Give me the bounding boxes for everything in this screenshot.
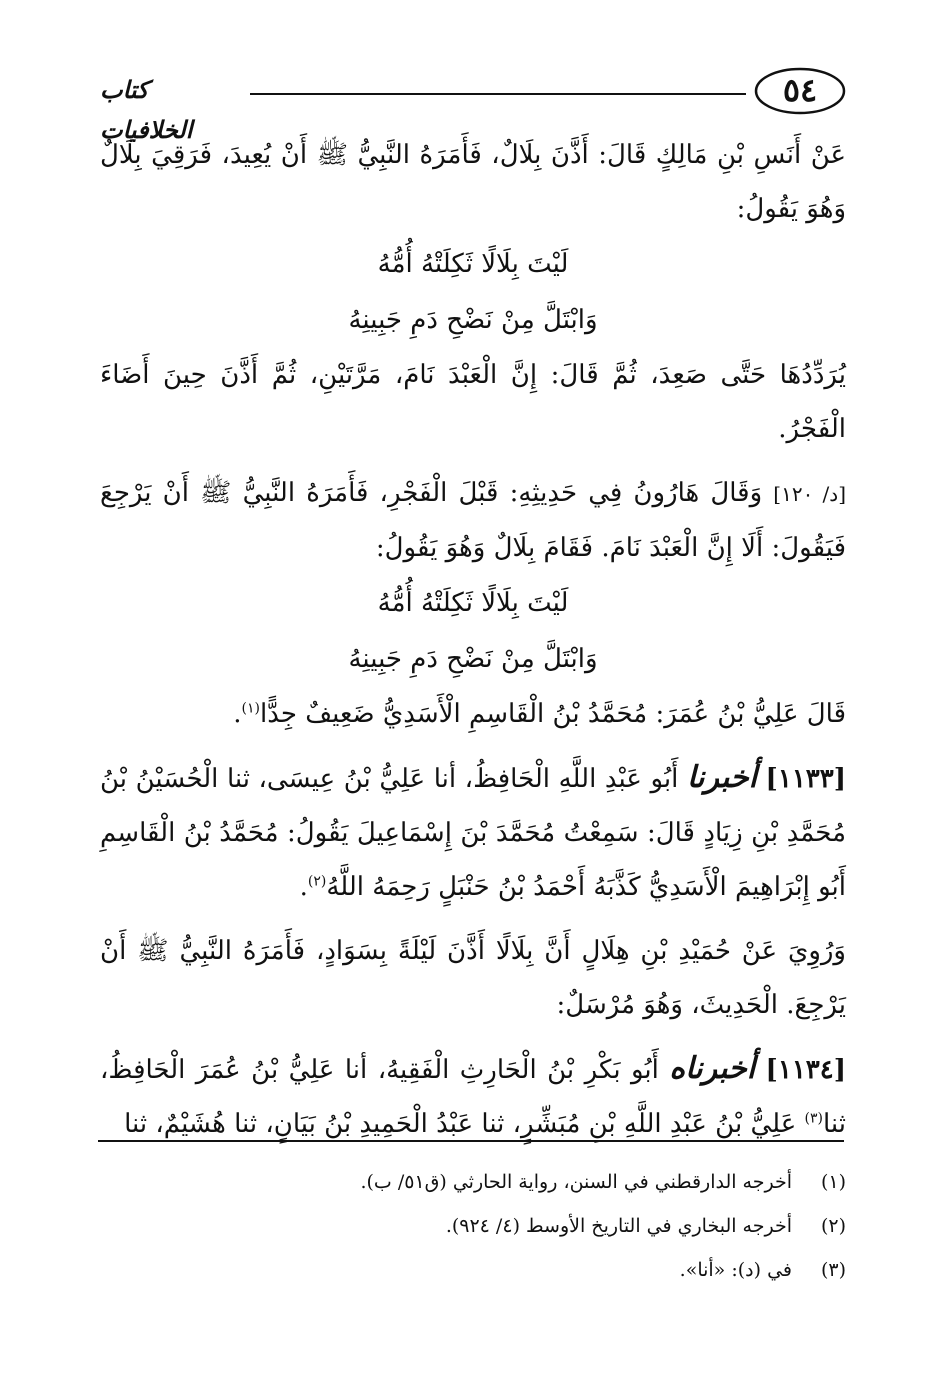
footnote-number: (١)	[820, 1171, 846, 1193]
paragraph-3	[100, 466, 846, 575]
book-title: كتاب الخلافيات	[100, 75, 193, 144]
footnote-1	[100, 1160, 846, 1204]
poem-1-line-1: لَيْتَ بِلَالًا ثَكِلَتْهُ أُمُّهُ	[377, 249, 569, 279]
hadith-number: [١١٣٣]	[765, 764, 847, 794]
main-text	[100, 128, 846, 1151]
page-number-badge	[754, 66, 846, 116]
hadith-1133-end: .	[299, 872, 308, 902]
hadith-opening-word: أخبرنا	[686, 760, 757, 795]
manuscript-marker: [د/ ١٢٠]	[773, 482, 847, 506]
hadith-number: [١١٣٤]	[765, 1055, 847, 1085]
paragraph-4	[100, 687, 846, 741]
page-number: ٥٤	[782, 71, 818, 109]
footnotes	[100, 1160, 846, 1292]
footnote-ref-2[interactable]: (٢)	[307, 873, 327, 890]
poem-2	[100, 575, 846, 687]
header-rule	[250, 93, 746, 95]
paragraph-2: يُرَدِّدُهَا حَتَّى صَعِدَ، ثُمَّ قَالَ: إِنَّ الْعَبْدَ نَامَ، مَرَّتَيْنِ، ثُمَّ أَذَّنَ حِينَ أَضَاءَ الْفَجْرُ.	[100, 360, 846, 444]
hadith-1134	[100, 1042, 846, 1151]
paragraph-1: عَنْ أَنَسِ بْنِ مَالِكٍ قَالَ: أَذَّنَ بِلَالٌ، فَأَمَرَهُ النَّبِيُّ ﷺ أَنْ يُعِيدَ، فَرَقِيَ بِلَالٌ وَهُوَ يَقُولُ:	[100, 140, 846, 224]
footnote-number: (٢)	[820, 1215, 846, 1237]
footnote-text: في (د): «أنا».	[679, 1259, 792, 1281]
paragraph-6: وَرُوِيَ عَنْ حُمَيْدِ بْنِ هِلَالٍ أَنَّ بِلَالًا أَذَّنَ لَيْلَةً بِسَوَادٍ، فَأَمَرَهُ النَّبِيُّ ﷺ أَنْ يَرْجِعَ. الْحَدِيثَ، وَهُوَ مُرْسَلٌ:	[100, 936, 846, 1020]
hadith-opening-word: أخبرناه	[669, 1051, 756, 1086]
footnote-ref-3[interactable]: (٣)	[804, 1110, 823, 1127]
hadith-1133	[100, 751, 846, 914]
poem-2-line-2: وَابْتَلَّ مِنْ نَضْحِ دَمِ جَبِينِهُ	[348, 644, 598, 674]
poem-1-line-2: وَابْتَلَّ مِنْ نَضْحِ دَمِ جَبِينِهُ	[348, 305, 598, 335]
footnote-number: (٣)	[820, 1259, 846, 1281]
paragraph-3-text: وَقَالَ هَارُونُ فِي حَدِيثِهِ: قَبْلَ الْفَجْرِ، فَأَمَرَهُ النَّبِيُّ ﷺ أَنْ يَرْجِعَ فَيَقُولَ: أَلَا إِنَّ الْعَبْدَ نَامَ. فَقَامَ بِلَالٌ وَهُوَ يَقُولُ:	[100, 478, 846, 563]
footnote-separator	[98, 1140, 844, 1142]
footnote-text: أخرجه الدارقطني في السنن، رواية الحارثي (ق٥١/ ب).	[360, 1171, 792, 1193]
page-header	[100, 66, 846, 144]
hadith-1133-text: أَبُو عَبْدِ اللَّهِ الْحَافِظُ، أنا عَلِيُّ بْنُ عِيسَى، ثنا الْحُسَيْنُ بْنُ مُحَمَّدِ بْنِ زِيَادٍ قَالَ: سَمِعْتُ مُحَمَّدَ بْنَ إِسْمَاعِيلَ يَقُولُ: مُحَمَّدُ بْنُ الْقَاسِمِ أَبُو إِبْرَاهِيمَ الْأَسَدِيُّ كَذَّبَهُ أَحْمَدُ بْنُ حَنْبَلٍ رَحِمَهُ اللَّهُ	[100, 764, 846, 902]
hadith-1134-text-b: عَلِيُّ بْنُ عَبْدِ اللَّهِ بْنِ مُبَشِّرٍ، ثنا عَبْدُ الْحَمِيدِ بْنُ بَيَانٍ، ثنا هُشَيْمٌ، ثنا	[124, 1109, 797, 1139]
paragraph-4-text: قَالَ عَلِيُّ بْنُ عُمَرَ: مُحَمَّدُ بْنُ الْقَاسِمِ الْأَسَدِيُّ ضَعِيفٌ جِدًّا	[260, 699, 846, 729]
footnote-ref-1[interactable]: (١)	[241, 700, 261, 717]
poem-2-line-1: لَيْتَ بِلَالًا ثَكِلَتْهُ أُمُّهُ	[377, 588, 569, 618]
footnote-3	[100, 1248, 846, 1292]
hadith-1134-text-a: أَبُو بَكْرِ بْنُ الْحَارِثِ الْفَقِيهُ، أنا عَلِيُّ بْنُ عُمَرَ الْحَافِظُ، ثنا	[100, 1055, 846, 1139]
footnote-text: أخرجه البخاري في التاريخ الأوسط (٤/ ٩٢٤).	[445, 1215, 792, 1237]
footnote-2	[100, 1204, 846, 1248]
poem-1	[100, 236, 846, 348]
paragraph-4-end: .	[233, 699, 242, 729]
